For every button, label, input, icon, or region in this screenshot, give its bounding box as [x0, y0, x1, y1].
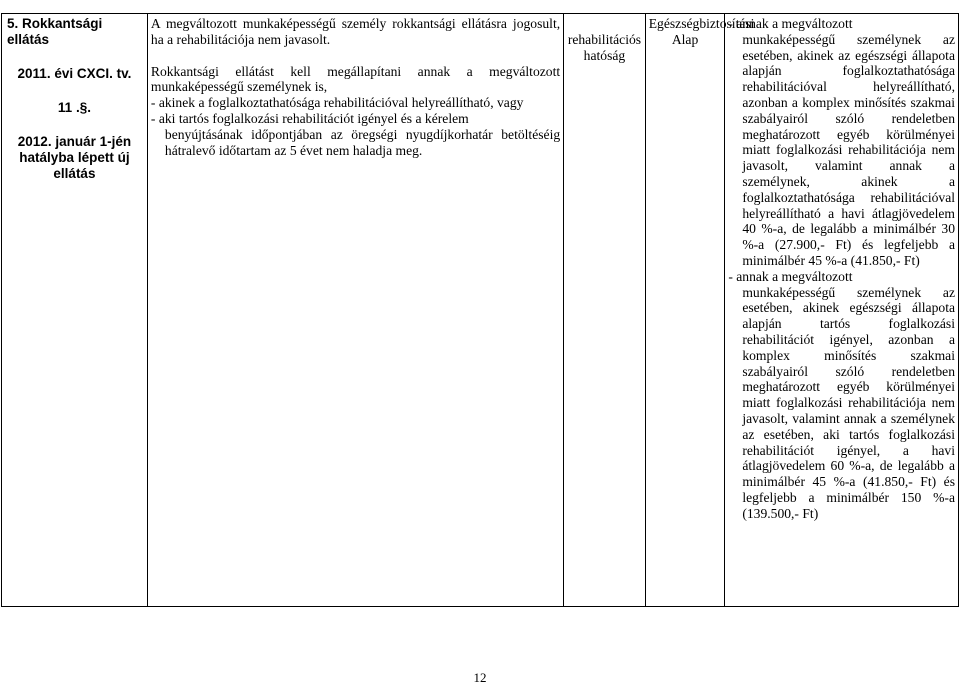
- authority-cell: [564, 14, 646, 607]
- amount-item-1-body: munkaképességű személynek az esetében, akinek az egészségi állapota alapján foglalkoztathatósága rehabilitációval helyreállítható, azonban a komplex minősítés szakmai szabályairól szóló rendeletben meghatározott egyéb körülményei miatt foglalkozási rehabilitációja nem javasolt, valamint annak a személynek, akinek a foglalkoztathatósága rehabilitációval helyreállítható a havi átlagjövedelem 40 %-a, de legalább a minimálbér 30 %-a (27.900,- Ft) és legfeljebb a minimálbér 45 %-a (41.850,- Ft): [742, 31, 955, 268]
- fund-text: Egészségbiztosítási Alap: [648, 16, 755, 47]
- amount-item-2-lead: - annak a megváltozott: [728, 268, 853, 284]
- paragraph-reference: 11 .§.: [57, 100, 91, 115]
- amount-item-1-lead: - annak a megváltozott: [728, 16, 853, 31]
- amount-cell: [725, 14, 959, 607]
- section-title: 5. Rokkantsági ellátás: [7, 16, 103, 47]
- amount-item-1: [728, 16, 955, 269]
- fund-cell: [645, 14, 755, 607]
- eligibility-item-2-rest: benyújtásának időpontjában az öregségi nyugdíjkorhatár betöltéséig hátralevő időtartam az 5 évet nem haladja meg.: [164, 126, 561, 158]
- benefits-table: [1, 13, 959, 607]
- table-row: [2, 14, 959, 607]
- law-reference: 2011. évi CXCI. tv.: [17, 66, 132, 81]
- page-number: 12: [473, 670, 487, 685]
- eligibility-item-2-lead: - aki tartós foglalkozási rehabilitációt igényel és a kérelem: [150, 110, 469, 126]
- effective-date-note: 2012. január 1-jén hatályba lépett új ellátás: [17, 134, 132, 181]
- eligibility-intro: A megváltozott munkaképességű személy rokkantsági ellátásra jogosult, ha a rehabilitációja nem javasolt.: [150, 16, 561, 47]
- amount-item-2: [728, 269, 955, 522]
- benefit-cell: [2, 14, 148, 607]
- authority-text: rehabilitációs hatóság: [567, 32, 642, 63]
- amount-item-2-body: munkaképességű személynek az esetében, akinek egészségi állapota alapján tartós foglalkozási rehabilitációt igényel, azonban a komplex minősítés szakmai szabályairól szóló rendeletben meghatározott egyéb körülményei miatt foglalkozási rehabilitációja nem javasolt, valamint annak a személynek az esetében, aki tartós foglalkozási rehabilitációt igényel, a havi átlagjövedelem 60 %-a, de legalább a minimálbér 45 %-a (41.850,- Ft) és legfeljebb a minimálbér 150 %-a (139.500,- Ft): [742, 284, 955, 521]
- eligibility-rule: Rokkantsági ellátást kell megállapítani annak a megváltozott munkaképességű személynek is,: [150, 63, 561, 95]
- eligibility-item-1: - akinek a foglalkoztathatósága rehabilitációval helyreállítható, vagy: [150, 95, 524, 111]
- eligibility-cell: [147, 14, 563, 607]
